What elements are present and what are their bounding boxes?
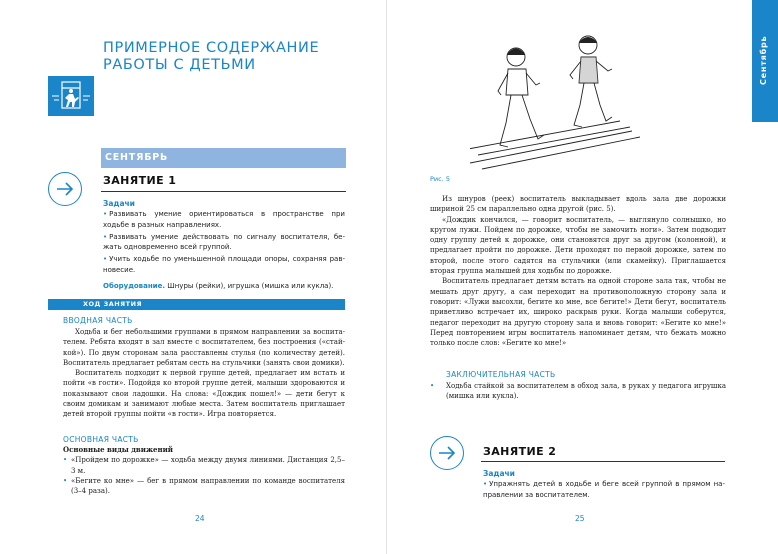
course-label: ХОД ЗАНЯТИЯ (83, 300, 143, 308)
task-text: Развивать умение действовать по сигналу воспитателя, бежать одновременно всей группой. (103, 232, 345, 251)
list-item: • «Бегите ко мне» — бег в прямом направлении по команде воспитателя (3–4 раза). (63, 476, 345, 497)
task-text: Развивать умение ориентироваться в пространстве при ходьбе в разных направлениях. (103, 210, 345, 229)
side-tab-label: Сентябрь (759, 35, 768, 85)
running-figure-icon (48, 76, 94, 116)
paragraph: Воспитатель предлагает детям встать на одной стороне зала так, чтобы не мешать друг другу, а сам переходит на противоположную сторону зала и говорит: «Лужи высохли, бегите ко мне, все бегите!» Дети бегут, воспитатель приветливо встречает их, широко раскрыв руки. Когда малыши соберутся, педагог переходит на другую сторону зала и вновь говорит: «Бегите ко мне!» Перед повторением игры воспитатель напоминает детям, что бежать можно только после слов: «Бегите ко мне!» (430, 277, 726, 348)
figure-caption: Рис. 5 (430, 175, 450, 183)
month-heading: СЕНТЯБРЬ (101, 148, 346, 168)
list-item: • Развивать умение ориентироваться в пространстве при ходьбе в разных направлениях. (103, 210, 345, 229)
lesson2-divider (481, 461, 725, 462)
arrow-right-icon (48, 172, 82, 206)
main-text (63, 445, 345, 496)
paragraph: Воспитатель подходит к первой группе детей, предлагает им встать и пойти «в гости». Подойдя ко второй группе детей, малыши здороваются и показывают свои ладошки. На слова: «Дождик пошел!» — дети бегут к своим домикам и занимают любые места. Затем воспитатель приглашает детей второй группы пойти «в гости». Игра повторяется. (63, 369, 345, 419)
paragraph: Ходьба и бег небольшими группами в прямом направлении за воспитателем. Ребята входят в зал вместе с воспитателем, без построения («стайкой»). По двум сторонам зала расставлены стулья (по количеству детей). Воспитатель предлагает ребятам сесть на стульчики (занять свои домики). (63, 328, 345, 367)
equipment (103, 281, 345, 291)
chapter-title-line1: ПРИМЕРНОЕ СОДЕРЖАНИЕ (103, 40, 320, 56)
left-page (0, 0, 387, 554)
equipment-text: Шнуры (рейки), игрушка (мишка или кукла). (167, 282, 334, 290)
tasks2-heading: Задачи (483, 469, 515, 478)
paragraph: Из шнуров (реек) воспитатель выкладывает вдоль зала две дорожки шириной 25 см параллельно одна другой (рис. 5). (430, 195, 726, 214)
children-walking-illustration (470, 35, 640, 170)
task-text: Учить ходьбе по уменьшенной площади опоры, сохраняя равновесие. (103, 255, 345, 274)
main-list (63, 455, 345, 496)
tasks-heading: Задачи (103, 199, 135, 208)
task-text: Упражнять детей в ходьбе и беге всей группой в прямом направлении за воспитателем. (483, 480, 725, 499)
lesson2-title: ЗАНЯТИЕ 2 (483, 445, 557, 458)
main-heading: ОСНОВНАЯ ЧАСТЬ (63, 435, 139, 444)
list-item: • Развивать умение действовать по сигналу воспитателя, бежать одновременно всей группой. (103, 232, 345, 251)
final-heading: ЗАКЛЮЧИТЕЛЬНАЯ ЧАСТЬ (446, 370, 556, 379)
chapter-title (103, 40, 319, 74)
list-item: • «Пройдем по дорожке» — ходьба между двумя линиями. Дистанция 2,5–3 м. (63, 455, 345, 476)
page-number: 24 (195, 514, 205, 523)
lesson-divider (101, 191, 346, 192)
chapter-title-line2: РАБОТЫ С ДЕТЬМИ (103, 57, 256, 73)
page-number-right: 25 (575, 514, 585, 523)
tasks-list (103, 209, 345, 277)
tasks2-list (483, 479, 725, 502)
paragraph: «Дождик кончился, — говорит воспитатель, — выглянуло солнышко, но кругом лужи. Пойдем по дорожке, чтобы не замочить ноги». Затем подводит одну группу детей к дорожке, они становятся друг за другом (колонной), и предлагает пройти по дорожке. Дети проходят по первой дорожке, затем по второй, после этого садятся на стульчики (или скамейку). Приглашается вторая группа малышей для ходьбы по дорожке. (430, 215, 726, 276)
right-text (430, 194, 726, 348)
lesson-title: ЗАНЯТИЕ 1 (103, 174, 177, 187)
list-item: • Упражнять детей в ходьбе и беге всей группой в прямом направлении за воспитателем. (483, 480, 725, 499)
intro-heading: ВВОДНАЯ ЧАСТЬ (63, 316, 133, 325)
final-text (430, 381, 726, 402)
course-bar (48, 299, 345, 310)
intro-text (63, 327, 345, 420)
side-tab (752, 0, 778, 122)
list-item: • Ходьба стайкой за воспитателем в обход зала, в руках у педагога игрушка (мишка или кукла). (430, 381, 726, 402)
main-subheading: Основные виды движений (63, 445, 173, 454)
list-item: • Учить ходьбе по уменьшенной площади опоры, сохраняя равновесие. (103, 255, 345, 274)
arrow-right-icon (430, 436, 464, 470)
equipment-label: Оборудование. (103, 282, 165, 290)
